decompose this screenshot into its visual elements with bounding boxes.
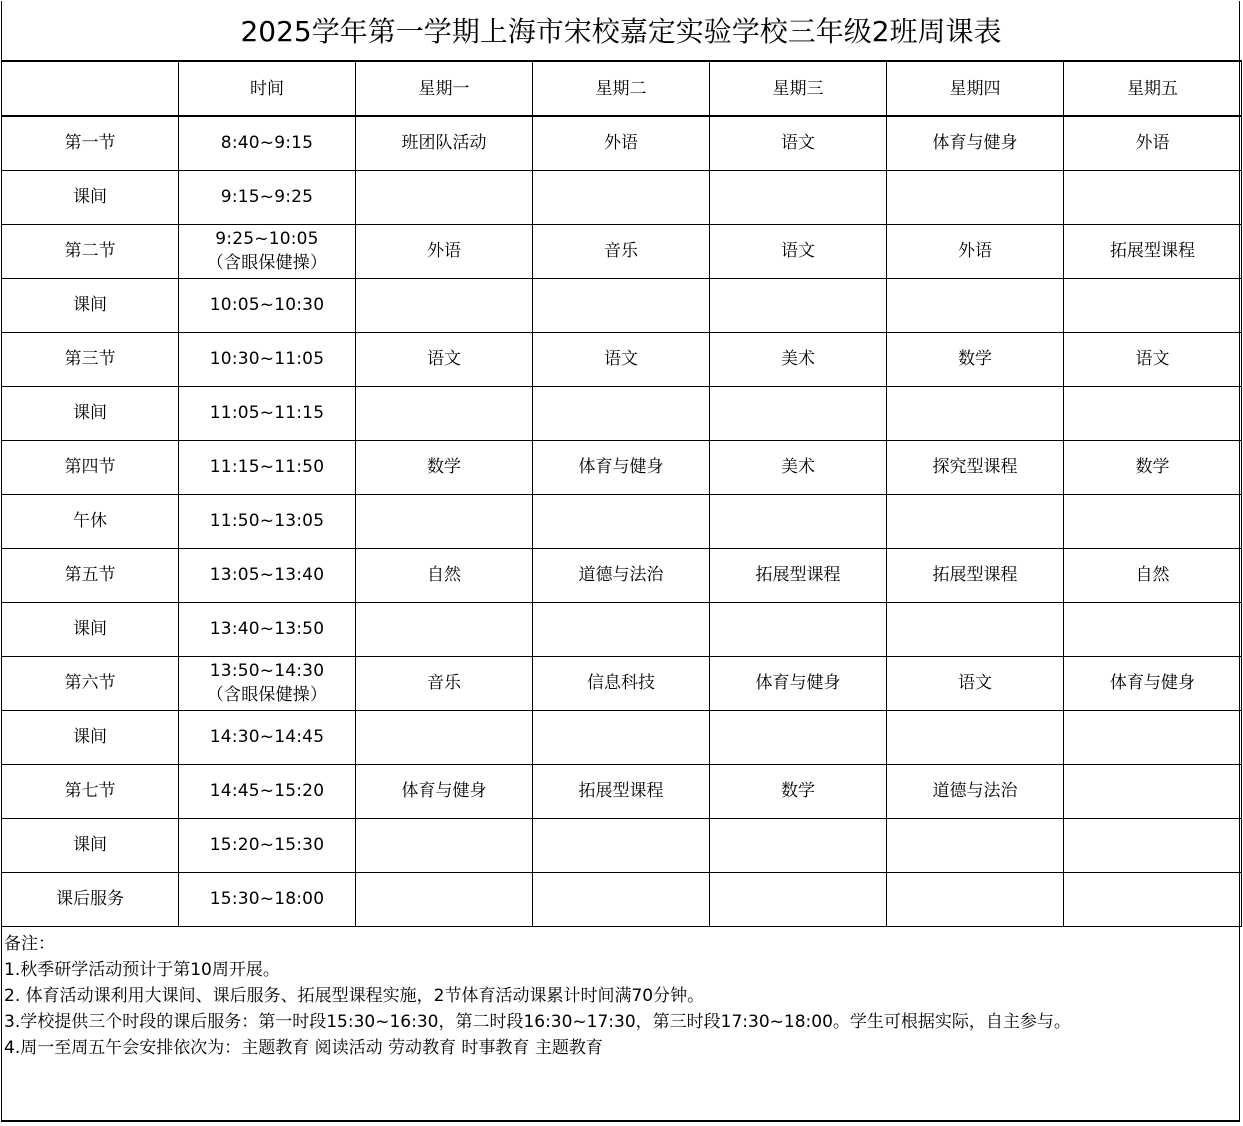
- period-label: 课间: [2, 602, 179, 656]
- class-cell-wednesday: 语文: [710, 116, 887, 170]
- timetable-row: [2, 224, 1242, 278]
- period-label: 第七节: [2, 764, 179, 818]
- class-cell-tuesday: 信息科技: [533, 656, 710, 710]
- period-label: 课间: [2, 386, 179, 440]
- timetable-row: [2, 602, 1242, 656]
- class-cell-thursday: [887, 872, 1064, 926]
- class-cell-friday: 拓展型课程: [1064, 224, 1242, 278]
- period-label: 第六节: [2, 656, 179, 710]
- class-cell-monday: 语文: [356, 332, 533, 386]
- class-cell-friday: 语文: [1064, 332, 1242, 386]
- class-cell-wednesday: 美术: [710, 332, 887, 386]
- class-cell-monday: 自然: [356, 548, 533, 602]
- class-cell-friday: [1064, 764, 1242, 818]
- period-label: 第一节: [2, 116, 179, 170]
- period-time: [179, 602, 356, 656]
- class-cell-thursday: [887, 602, 1064, 656]
- class-cell-friday: 体育与健身: [1064, 656, 1242, 710]
- class-cell-tuesday: [533, 494, 710, 548]
- period-time-note: （含眼保健操）: [206, 253, 328, 273]
- timetable-row: [2, 170, 1242, 224]
- class-cell-tuesday: 音乐: [533, 224, 710, 278]
- class-cell-wednesday: 数学: [710, 764, 887, 818]
- class-cell-monday: 音乐: [356, 656, 533, 710]
- page-title: 2025学年第一学期上海市宋校嘉定实验学校三年级2班周课表: [240, 15, 1002, 48]
- class-cell-monday: [356, 170, 533, 224]
- period-label: 课间: [2, 278, 179, 332]
- class-cell-tuesday: 外语: [533, 116, 710, 170]
- period-time: [179, 656, 356, 710]
- timetable-row: [2, 710, 1242, 764]
- header-blank-cell: [2, 61, 179, 116]
- class-cell-monday: [356, 602, 533, 656]
- class-cell-friday: [1064, 710, 1242, 764]
- timetable-row: [2, 116, 1242, 170]
- class-cell-tuesday: 拓展型课程: [533, 764, 710, 818]
- header-wednesday: 星期三: [710, 61, 887, 116]
- period-time-range: 9:15~9:25: [220, 187, 314, 207]
- class-cell-monday: [356, 278, 533, 332]
- notes-heading: 备注：: [4, 934, 55, 954]
- class-cell-wednesday: 语文: [710, 224, 887, 278]
- period-time: [179, 224, 356, 278]
- period-label: 第三节: [2, 332, 179, 386]
- header-row: [2, 61, 1242, 116]
- class-cell-friday: [1064, 170, 1242, 224]
- class-cell-friday: 自然: [1064, 548, 1242, 602]
- period-time: [179, 278, 356, 332]
- period-time-range: 15:20~15:30: [209, 835, 325, 855]
- period-time: [179, 386, 356, 440]
- class-cell-tuesday: 体育与健身: [533, 440, 710, 494]
- period-time-range: 10:05~10:30: [209, 295, 325, 315]
- class-cell-friday: [1064, 602, 1242, 656]
- note-item-3: 3.学校提供三个时段的课后服务：第一时段15:30~16:30，第二时段16:30~17:30，第三时段17:30~18:00。学生可根据实际，自主参与。: [4, 1012, 1071, 1032]
- class-cell-wednesday: [710, 170, 887, 224]
- note-item-1: 1.秋季研学活动预计于第10周开展。: [4, 960, 280, 980]
- period-time-range: 10:30~11:05: [209, 349, 325, 369]
- period-time: [179, 710, 356, 764]
- period-time-range: 9:25~10:05: [215, 229, 319, 249]
- class-cell-wednesday: 体育与健身: [710, 656, 887, 710]
- period-label: 课间: [2, 818, 179, 872]
- class-cell-wednesday: [710, 602, 887, 656]
- class-cell-thursday: [887, 278, 1064, 332]
- class-cell-monday: [356, 386, 533, 440]
- timetable-row: [2, 764, 1242, 818]
- class-cell-wednesday: 美术: [710, 440, 887, 494]
- class-cell-tuesday: [533, 710, 710, 764]
- class-cell-tuesday: [533, 872, 710, 926]
- class-cell-thursday: [887, 494, 1064, 548]
- class-cell-friday: [1064, 872, 1242, 926]
- period-time: [179, 494, 356, 548]
- period-time-range: 15:30~18:00: [209, 889, 325, 909]
- period-time: [179, 332, 356, 386]
- class-cell-tuesday: [533, 386, 710, 440]
- class-cell-wednesday: [710, 494, 887, 548]
- timetable-row: [2, 548, 1242, 602]
- period-time: [179, 548, 356, 602]
- period-time: [179, 764, 356, 818]
- class-cell-thursday: 拓展型课程: [887, 548, 1064, 602]
- class-cell-monday: [356, 494, 533, 548]
- class-cell-monday: [356, 818, 533, 872]
- timetable-row: [2, 386, 1242, 440]
- class-cell-thursday: 数学: [887, 332, 1064, 386]
- period-label: 课间: [2, 710, 179, 764]
- timetable-row: [2, 872, 1242, 926]
- period-time-range: 11:15~11:50: [209, 457, 325, 477]
- class-cell-friday: [1064, 386, 1242, 440]
- class-cell-tuesday: 语文: [533, 332, 710, 386]
- header-time: 时间: [179, 61, 356, 116]
- class-cell-monday: 体育与健身: [356, 764, 533, 818]
- header-friday: 星期五: [1064, 61, 1242, 116]
- period-time: [179, 170, 356, 224]
- period-time-range: 13:40~13:50: [209, 619, 325, 639]
- class-cell-monday: 数学: [356, 440, 533, 494]
- class-cell-tuesday: [533, 278, 710, 332]
- class-cell-wednesday: [710, 818, 887, 872]
- class-cell-tuesday: [533, 602, 710, 656]
- class-cell-tuesday: [533, 170, 710, 224]
- class-cell-thursday: 外语: [887, 224, 1064, 278]
- class-cell-tuesday: [533, 818, 710, 872]
- class-cell-monday: 班团队活动: [356, 116, 533, 170]
- period-label: 课间: [2, 170, 179, 224]
- timetable-row: [2, 494, 1242, 548]
- period-time-range: 11:50~13:05: [209, 511, 325, 531]
- header-monday: 星期一: [356, 61, 533, 116]
- period-label: 第五节: [2, 548, 179, 602]
- timetable-row: [2, 818, 1242, 872]
- class-cell-monday: 外语: [356, 224, 533, 278]
- note-item-4: 4.周一至周五午会安排依次为：主题教育 阅读活动 劳动教育 时事教育 主题教育: [4, 1038, 603, 1058]
- class-cell-thursday: [887, 170, 1064, 224]
- period-time-range: 11:05~11:15: [209, 403, 325, 423]
- class-cell-wednesday: [710, 386, 887, 440]
- class-cell-tuesday: 道德与法治: [533, 548, 710, 602]
- period-time-range: 13:05~13:40: [209, 565, 325, 585]
- class-cell-friday: [1064, 278, 1242, 332]
- timetable-row: [2, 278, 1242, 332]
- period-time-range: 14:30~14:45: [209, 727, 325, 747]
- class-cell-wednesday: [710, 872, 887, 926]
- class-cell-thursday: 语文: [887, 656, 1064, 710]
- note-item-2: 2. 体育活动课利用大课间、课后服务、拓展型课程实施，2节体育活动课累计时间满70分钟。: [4, 986, 705, 1006]
- period-label: 第二节: [2, 224, 179, 278]
- timetable: [1, 60, 1242, 927]
- period-time: [179, 872, 356, 926]
- notes-section: [1, 929, 1239, 1122]
- class-cell-wednesday: [710, 278, 887, 332]
- period-time: [179, 440, 356, 494]
- class-cell-thursday: [887, 818, 1064, 872]
- header-tuesday: 星期二: [533, 61, 710, 116]
- class-cell-thursday: 探究型课程: [887, 440, 1064, 494]
- class-cell-thursday: 道德与法治: [887, 764, 1064, 818]
- timetable-row: [2, 332, 1242, 386]
- timetable-row: [2, 440, 1242, 494]
- class-cell-friday: 外语: [1064, 116, 1242, 170]
- period-time-range: 14:45~15:20: [209, 781, 325, 801]
- class-cell-monday: [356, 872, 533, 926]
- header-thursday: 星期四: [887, 61, 1064, 116]
- period-time-range: 8:40~9:15: [220, 133, 314, 154]
- period-label: 课后服务: [2, 872, 179, 926]
- period-time-note: （含眼保健操）: [206, 685, 328, 705]
- period-time: [179, 116, 356, 170]
- class-cell-thursday: [887, 386, 1064, 440]
- class-cell-friday: 数学: [1064, 440, 1242, 494]
- class-cell-thursday: 体育与健身: [887, 116, 1064, 170]
- period-time: [179, 818, 356, 872]
- period-label: 午休: [2, 494, 179, 548]
- class-cell-wednesday: [710, 710, 887, 764]
- class-cell-monday: [356, 710, 533, 764]
- class-cell-thursday: [887, 710, 1064, 764]
- period-label: 第四节: [2, 440, 179, 494]
- class-cell-friday: [1064, 494, 1242, 548]
- timetable-row: [2, 656, 1242, 710]
- period-time-range: 13:50~14:30: [209, 661, 325, 681]
- class-cell-friday: [1064, 818, 1242, 872]
- class-cell-wednesday: 拓展型课程: [710, 548, 887, 602]
